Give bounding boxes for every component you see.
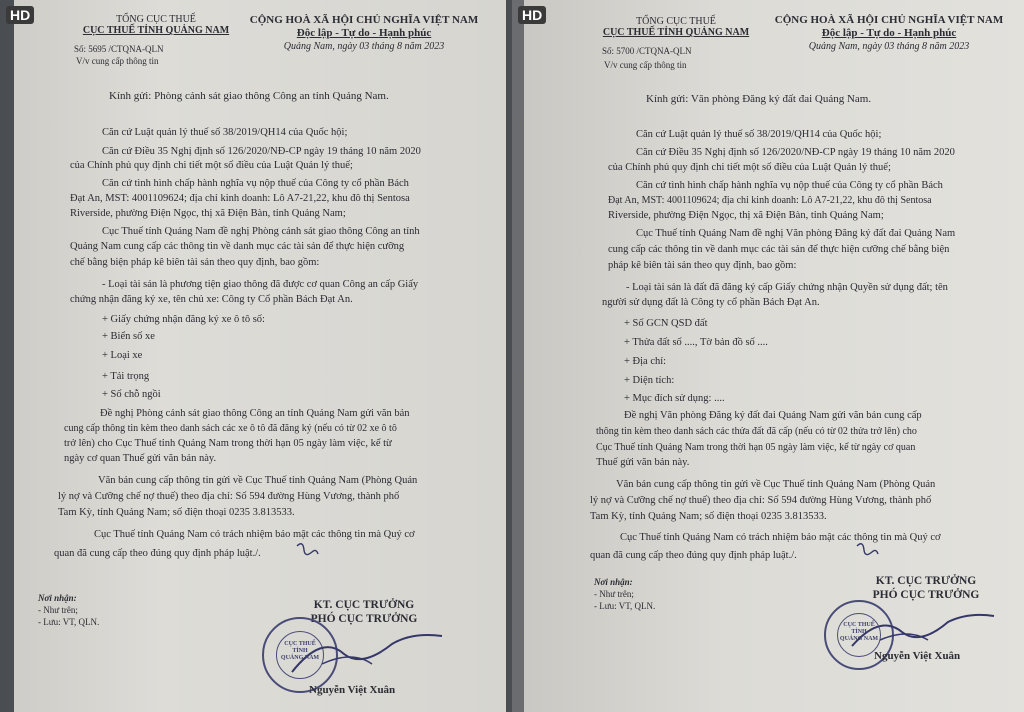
body-line: cung cấp thông tin kèm theo danh sách các xe ô tô đã đăng ký (nếu có từ 02 xe ô tô <box>64 423 397 434</box>
body-line: trở lên) cho Cục Thuế tỉnh Quảng Nam trong thời hạn 05 ngày làm việc, kể từ <box>64 438 392 449</box>
recipient-item: - Như trên; <box>594 589 634 599</box>
body-line: Đề nghị Phòng cảnh sát giao thông Công an tỉnh Quảng Nam gửi văn bản <box>100 408 410 419</box>
recipient-line: Kính gửi: Phòng cảnh sát giao thông Công an tỉnh Quảng Nam. <box>109 90 389 102</box>
body-line: Đạt An, MST: 4001109624; địa chỉ kinh doanh: Lô A7-21,22, khu đô thị Sentosa <box>608 195 932 206</box>
body-line: lý nợ và Cưỡng chế nợ thuế) theo địa chỉ: Số 594 đường Hùng Vương, thành phố <box>590 495 932 506</box>
body-line: quan đã cung cấp theo đúng quy định pháp luật./. <box>590 550 797 561</box>
body-line: Tam Kỳ, tỉnh Quảng Nam; số điện thoại 0235 3.813533. <box>58 507 295 518</box>
org-name: TỔNG CỤC THUẾ <box>116 14 196 25</box>
stamp-text: CỤC THUẾ TỈNH QUẢNG NAM <box>280 641 320 661</box>
body-line: - Loại tài sản là phương tiện giao thông đã được cơ quan Công an cấp Giấy <box>102 279 419 290</box>
body-line: Căn cứ Điều 35 Nghị định số 126/2020/NĐ-CP ngày 19 tháng 10 năm 2020 <box>102 146 421 157</box>
sign-title-line2: PHÓ CỤC TRƯỞNG <box>310 613 418 625</box>
doc-number: Số: 5695 /CTQNA-QLN <box>74 44 164 54</box>
right-photo <box>512 0 1024 712</box>
body-line: + Mục đích sử dụng: .... <box>624 393 725 404</box>
nation-title: CỘNG HOÀ XÃ HỘI CHỦ NGHĨA VIỆT NAM <box>774 14 1004 26</box>
body-line: ngày cơ quan Thuế gửi văn bản này. <box>64 453 217 464</box>
hd-badge-right: HD <box>518 6 546 24</box>
body-line: + Số GCN QSD đất <box>624 318 708 329</box>
motto: Độc lập - Tự do - Hạnh phúc <box>821 27 957 39</box>
doc-subject: V/v cung cấp thông tin <box>604 60 687 70</box>
body-line: Căn cứ Điều 35 Nghị định số 126/2020/NĐ-CP ngày 19 tháng 10 năm 2020 <box>636 147 955 158</box>
body-line: + Giấy chứng nhận đăng ký xe ô tô số: <box>102 314 265 325</box>
body-line: cung cấp các thông tin về danh mục các tài sản để thực hiện cưỡng chế bằng biện <box>608 244 950 255</box>
body-line: Đạt An, MST: 4001109624; địa chỉ kinh doanh: Lô A7-21,22, khu đô thị Sentosa <box>70 193 410 204</box>
body-line: Văn bản cung cấp thông tin gửi về Cục Thuế tỉnh Quảng Nam (Phòng Quản <box>616 479 936 490</box>
stamp-text: CỤC THUẾ TỈNH QUẢNG NAM <box>839 622 879 642</box>
signer-name: Nguyễn Việt Xuân <box>874 650 961 662</box>
initial-mark <box>854 538 880 560</box>
body-line: - Loại tài sản là đất đã đăng ký cấp Giấy chứng nhận Quyền sử dụng đất; tên <box>626 282 948 293</box>
body-line: Văn bản cung cấp thông tin gửi về Cục Thuế tỉnh Quảng Nam (Phòng Quản <box>98 475 418 486</box>
signature-title <box>846 574 1006 602</box>
body-line: + Biển số xe <box>102 331 155 342</box>
body-line: + Tải trọng <box>102 371 150 382</box>
header-left-org <box>76 14 236 36</box>
org-dept: CỤC THUẾ TỈNH QUẢNG NAM <box>82 25 230 36</box>
body-line: + Thửa đất số ...., Tờ bản đồ số .... <box>624 337 768 348</box>
body-line: Căn cứ tình hình chấp hành nghĩa vụ nộp thuế của Công ty cổ phần Bách <box>636 180 943 191</box>
sign-title-line2: PHÓ CỤC TRƯỞNG <box>872 589 980 601</box>
initial-mark <box>294 538 320 560</box>
doc-subject: V/v cung cấp thông tin <box>76 56 159 66</box>
body-line: chứng nhận đăng ký xe, tên chủ xe: Công ty Cổ phần Bách Đạt An. <box>70 294 353 305</box>
body-line: Thuế gửi văn bản này. <box>596 457 690 468</box>
sign-title-line1: KT. CỤC TRƯỞNG <box>875 575 977 587</box>
body-line: Đề nghị Văn phòng Đăng ký đất đai Quảng Nam gửi văn bản cung cấp <box>624 410 922 421</box>
sign-title-line1: KT. CỤC TRƯỞNG <box>313 599 415 611</box>
handwritten-signature <box>282 624 452 684</box>
header-right-nation <box>224 14 504 53</box>
handwritten-signature <box>844 606 1004 656</box>
org-name: TỔNG CỤC THUẾ <box>636 16 716 27</box>
body-line: + Loại xe <box>102 350 143 361</box>
body-line: chế bằng biện pháp kê biên tài sản theo quy định, bao gồm: <box>70 257 320 268</box>
document-page-left <box>14 0 506 712</box>
body-line: Căn cứ tình hình chấp hành nghĩa vụ nộp thuế của Công ty cổ phần Bách <box>102 178 409 189</box>
body-line: Cục Thuế tỉnh Quảng Nam đề nghị Văn phòng Đăng ký đất đai Quảng Nam <box>636 228 956 239</box>
body-line: Căn cứ Luật quản lý thuế số 38/2019/QH14 của Quốc hội; <box>636 129 882 140</box>
recipients-title: Nơi nhận: <box>594 577 633 587</box>
body-line: pháp kê biên tài sản theo quy định, bao gồm: <box>608 260 797 271</box>
body-line: + Diện tích: <box>624 375 675 386</box>
org-dept: CỤC THUẾ TỈNH QUẢNG NAM <box>602 27 750 38</box>
body-line: Quảng Nam cung cấp các thông tin về danh mục các tài sản để thực hiện cưỡng <box>70 241 405 252</box>
body-line: Cục Thuế tỉnh Quảng Nam có trách nhiệm bảo mật các thông tin mà Quý cơ <box>620 532 941 543</box>
body-line: Riverside, phường Điện Ngọc, thị xã Điện Bàn, tỉnh Quảng Nam; <box>70 208 346 219</box>
signer-name: Nguyễn Việt Xuân <box>309 684 396 696</box>
body-line: + Số chỗ ngồi <box>102 389 161 400</box>
body-line: Cục Thuế tỉnh Quảng Nam có trách nhiệm bảo mật các thông tin mà Quý cơ <box>94 529 415 540</box>
place-date: Quảng Nam, ngày 03 tháng 8 năm 2023 <box>283 41 445 52</box>
body-line: quan đã cung cấp theo đúng quy định pháp luật./. <box>54 548 261 559</box>
recipient-item: - Như trên; <box>38 605 78 615</box>
header-right-nation <box>754 14 1024 53</box>
body-line: Riverside, phường Điện Ngọc, thị xã Điện Bàn, tỉnh Quảng Nam; <box>608 210 884 221</box>
body-line: + Địa chỉ: <box>624 356 667 367</box>
body-line: lý nợ và Cưỡng chế nợ thuế) theo địa chỉ: Số 594 đường Hùng Vương, thành phố <box>58 491 400 502</box>
motto: Độc lập - Tự do - Hạnh phúc <box>296 27 432 39</box>
body-line: Cục Thuế tỉnh Quảng Nam đề nghị Phòng cảnh sát giao thông Công an tỉnh <box>102 226 420 237</box>
body-line: người sử dụng đất là Công ty cổ phần Bách Đạt An. <box>602 297 820 308</box>
body-line: của Chính phủ quy định chi tiết một số điều của Luật Quản lý thuế; <box>70 160 353 171</box>
hd-badge-left: HD <box>6 6 34 24</box>
nation-title: CỘNG HOÀ XÃ HỘI CHỦ NGHĨA VIỆT NAM <box>249 14 479 26</box>
body-line: thông tin kèm theo danh sách các thửa đất đã cấp (nếu có từ 02 thửa trở lên) cho <box>596 426 917 437</box>
recipient-item: - Lưu: VT, QLN. <box>38 617 100 627</box>
body-line: của Chính phủ quy định chi tiết một số điều của Luật Quản lý thuế; <box>608 162 891 173</box>
doc-number: Số: 5700 /CTQNA-QLN <box>602 46 692 56</box>
place-date: Quảng Nam, ngày 03 tháng 8 năm 2023 <box>808 41 970 52</box>
body-line: Tam Kỳ, tỉnh Quảng Nam; số điện thoại 0235 3.813533. <box>590 511 827 522</box>
document-page-right <box>524 0 1024 712</box>
header-left-org <box>596 16 756 38</box>
recipients-title: Nơi nhận: <box>38 593 77 603</box>
recipient-item: - Lưu: VT, QLN. <box>594 601 656 611</box>
body-line: Cục Thuế tỉnh Quảng Nam trong thời hạn 05 ngày làm việc, kể từ ngày cơ quan <box>596 442 916 453</box>
body-line: Căn cứ Luật quản lý thuế số 38/2019/QH14 của Quốc hội; <box>102 127 348 138</box>
recipient-line: Kính gửi: Văn phòng Đăng ký đất đai Quảng Nam. <box>646 93 872 105</box>
